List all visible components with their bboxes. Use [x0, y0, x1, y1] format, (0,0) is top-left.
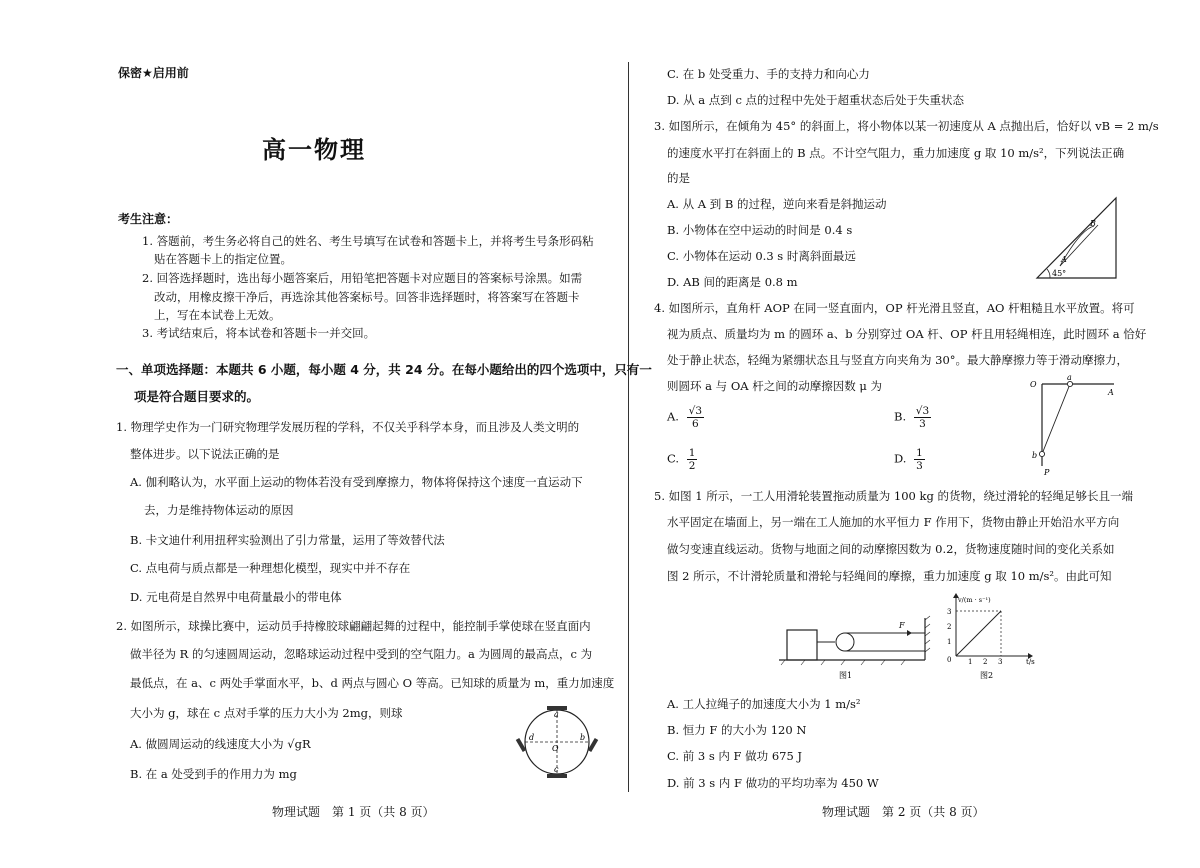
label-b: b [1032, 451, 1038, 460]
ground-hatch [821, 660, 825, 665]
q2-stem: 最低点，在 a、c 两处手掌面水平，b、d 两点与圆心 O 等高。已知球的质量为 m，重力加速度 [130, 676, 615, 690]
x-tick: 3 [998, 658, 1003, 666]
ring-a [1067, 381, 1072, 386]
fraction-numerator: 1 [688, 447, 696, 459]
label-O: O [1030, 380, 1037, 389]
incline-triangle [1037, 198, 1116, 278]
label-A: A [1108, 388, 1114, 397]
hand-bottom [547, 774, 567, 778]
q1-option-c: C. 点电荷与质点都是一种理想化模型，现实中并不存在 [130, 561, 411, 575]
q5-stem: 图 2 所示，不计滑轮质量和滑轮与轻绳间的摩擦，重力加速度 g 取 10 m/s²。由此可知 [667, 569, 1112, 583]
q3-stem: 的速度水平打在斜面上的 B 点。不计空气阻力，重力加速度 g 取 10 m/s²，下列说法正确 [667, 146, 1125, 160]
cargo-box [787, 630, 817, 660]
label-a: a [1067, 374, 1072, 382]
y-tick: 2 [947, 623, 952, 631]
ground-hatch [881, 660, 885, 665]
q4-option-c [667, 447, 697, 472]
q3-option-c: C. 小物体在运动 0.3 s 时离斜面最远 [667, 249, 856, 263]
q3-stem: 3. 如图所示，在倾角为 45° 的斜面上，将小物体以某一初速度从 A 点抛出后，恰好以 vB = 2 m/s [654, 119, 1159, 133]
ground-hatch [781, 660, 785, 665]
y-axis-label: v/(m · s⁻¹) [958, 596, 991, 604]
option-letter: A. [667, 409, 679, 424]
notice-line: 1. 答题前，考生务必将自己的姓名、考生号填写在试卷和答题卡上，并将考生号条形码粘 [142, 234, 594, 248]
q3-incline-figure [1032, 192, 1122, 284]
q4-rod-figure [1026, 374, 1120, 478]
label-b: b [580, 733, 586, 742]
notice-line: 2. 回答选择题时，选出每小题答案后，用铅笔把答题卡对应题目的答案标号涂黑。如需 [142, 271, 583, 285]
force-arrowhead [907, 630, 912, 636]
page-footer: 物理试题 第 2 页（共 8 页） [822, 805, 985, 819]
q2-option-d: D. 从 a 点到 c 点的过程中先处于超重状态后处于失重状态 [667, 93, 965, 107]
section-heading-cont: 项是符合题目要求的。 [134, 389, 260, 404]
ground-hatch [901, 660, 905, 665]
pulley-wheel [836, 633, 854, 651]
q5-stem: 5. 如图 1 所示，一工人用滑轮装置拖动质量为 100 kg 的货物，绕过滑轮的轻绳足够长且一端 [654, 489, 1133, 503]
angle-arc [1047, 269, 1050, 278]
wall-hatch [925, 632, 930, 636]
q2-circle-figure [515, 702, 605, 782]
notice-line: 3. 考试结束后，将本试卷和答题卡一并交回。 [142, 326, 376, 340]
q2-stem: 大小为 g，球在 c 点对手掌的压力大小为 2mg，则球 [130, 706, 403, 720]
q4-option-b [894, 405, 931, 430]
notice-title: 考生注意： [118, 212, 179, 226]
force-label: F [899, 621, 905, 630]
section-heading: 一、单项选择题：本题共 6 小题，每小题 4 分，共 24 分。在每小题给出的四个选项中，只有一 [116, 362, 652, 377]
ground-hatch [861, 660, 865, 665]
label-o: O [552, 744, 559, 753]
q3-stem: 的是 [667, 171, 690, 185]
option-letter: C. [667, 451, 680, 466]
y-tick: 1 [947, 638, 952, 646]
q4-stem: 视为质点、质量均为 m 的圆环 a、b 分别穿过 OA 杆、OP 杆且用轻绳相连，此时圆环 a 恰好 [667, 327, 1147, 341]
q3-option-d: D. AB 间的距离是 0.8 m [667, 275, 798, 289]
x-tick: 0 [947, 656, 952, 664]
label-B: B [1090, 219, 1096, 228]
q5-fig1-pulley [775, 612, 935, 682]
q4-stem: 则圆环 a 与 OA 杆之间的动摩擦因数 μ 为 [667, 379, 882, 393]
notice-line: 改动，用橡皮擦干净后，再选涂其他答案标号。回答非选择题时，将答案写在答题卡 [154, 290, 580, 304]
q4-option-a [667, 405, 704, 430]
fraction-numerator: 1 [916, 447, 923, 459]
fig2-caption: 图2 [980, 671, 994, 680]
q5-option-c: C. 前 3 s 内 F 做功 675 J [667, 749, 803, 763]
fraction-denominator: 6 [691, 418, 699, 430]
q4-stem: 4. 如图所示，直角杆 AOP 在同一竖直面内，OP 杆光滑且竖直，AO 杆粗糙且水平放置。将可 [654, 301, 1135, 315]
q5-option-d: D. 前 3 s 内 F 做功的平均功率为 450 W [667, 776, 879, 790]
label-A: A [1061, 255, 1067, 264]
q1-option-b: B. 卡文迪什利用扭秤实验测出了引力常量，运用了等效替代法 [130, 533, 445, 547]
x-axis-label: t/s [1026, 658, 1035, 666]
q5-stem: 做匀变速直线运动。货物与地面之间的动摩擦因数为 0.2，货物速度随时间的变化关系如 [667, 542, 1115, 556]
label-d: d [529, 733, 535, 742]
y-tick: 3 [947, 608, 952, 616]
wall-hatch [925, 648, 930, 652]
fraction-numerator: √3 [915, 405, 930, 417]
q1-stem: 整体进步。以下说法正确的是 [130, 447, 280, 461]
q4-stem: 处于静止状态，轻绳为紧绷状态且与竖直方向夹角为 30°。最大静摩擦力等于滑动摩擦力， [667, 353, 1129, 367]
q1-option-a: A. 伽利略认为，水平面上运动的物体若没有受到摩擦力，物体将保持这个速度一直运动下 [130, 475, 583, 489]
ground-hatch [841, 660, 845, 665]
page-title: 高一物理 [262, 136, 366, 164]
wall-hatch [925, 616, 930, 620]
q3-option-b: B. 小物体在空中运动的时间是 0.4 s [667, 223, 853, 237]
wall-hatch [925, 624, 930, 628]
page-divider [628, 62, 629, 792]
label-a: a [554, 710, 559, 719]
label-c: c [554, 765, 559, 774]
notice-line: 上，写在本试卷上无效。 [154, 308, 281, 322]
ground-hatch [801, 660, 805, 665]
q1-stem: 1. 物理学史作为一门研究物理学发展历程的学科，不仅关乎科学本身，而且涉及人类文明的 [116, 420, 580, 434]
q4-option-d [894, 447, 925, 472]
q5-option-b: B. 恒力 F 的大小为 120 N [667, 723, 807, 737]
q1-option-d: D. 元电荷是自然界中电荷量最小的带电体 [130, 590, 342, 604]
fraction-denominator: 2 [688, 460, 696, 472]
wall-hatch [925, 640, 930, 644]
fig1-caption: 图1 [839, 671, 853, 680]
page-footer: 物理试题 第 1 页（共 8 页） [272, 805, 435, 819]
fraction-denominator: 3 [919, 418, 926, 430]
option-letter: D. [894, 451, 907, 466]
label-P: P [1044, 468, 1050, 477]
option-letter: B. [894, 409, 907, 424]
x-tick: 2 [983, 658, 988, 666]
q2-stem: 做半径为 R 的匀速圆周运动，忽略球运动过程中受到的空气阻力。a 为圆周的最高点，c 为 [130, 647, 593, 661]
q2-option-b: B. 在 a 处受到手的作用力为 mg [130, 767, 297, 781]
q2-stem: 2. 如图所示，球操比赛中，运动员手持橡胶球翩翩起舞的过程中，能控制手掌使球在竖直面内 [116, 619, 591, 633]
rope [1042, 384, 1070, 454]
confidential-header: 保密★启用前 [118, 66, 189, 80]
q2-option-c: C. 在 b 处受重力、手的支持力和向心力 [667, 67, 870, 81]
q5-stem: 水平固定在墙面上，另一端在工人施加的水平恒力 F 作用下，货物由静止开始沿水平方向 [667, 515, 1120, 529]
q2-option-a: A. 做圆周运动的线速度大小为 √gR [130, 737, 311, 751]
ring-b [1039, 451, 1044, 456]
fraction-denominator: 3 [916, 460, 923, 472]
notice-line: 贴在答题卡上的指定位置。 [154, 252, 292, 266]
x-tick: 1 [968, 658, 973, 666]
v-t-line [956, 611, 1001, 656]
fraction-numerator: √3 [688, 405, 702, 417]
q3-option-a: A. 从 A 到 B 的过程，逆向来看是斜抛运动 [667, 197, 887, 211]
q5-fig2-vt-graph [940, 592, 1040, 684]
angle-label: 45° [1052, 269, 1067, 278]
q1-option-a-cont: 去，力是维持物体运动的原因 [144, 503, 294, 517]
q5-option-a: A. 工人拉绳子的加速度大小为 1 m/s² [667, 697, 861, 711]
